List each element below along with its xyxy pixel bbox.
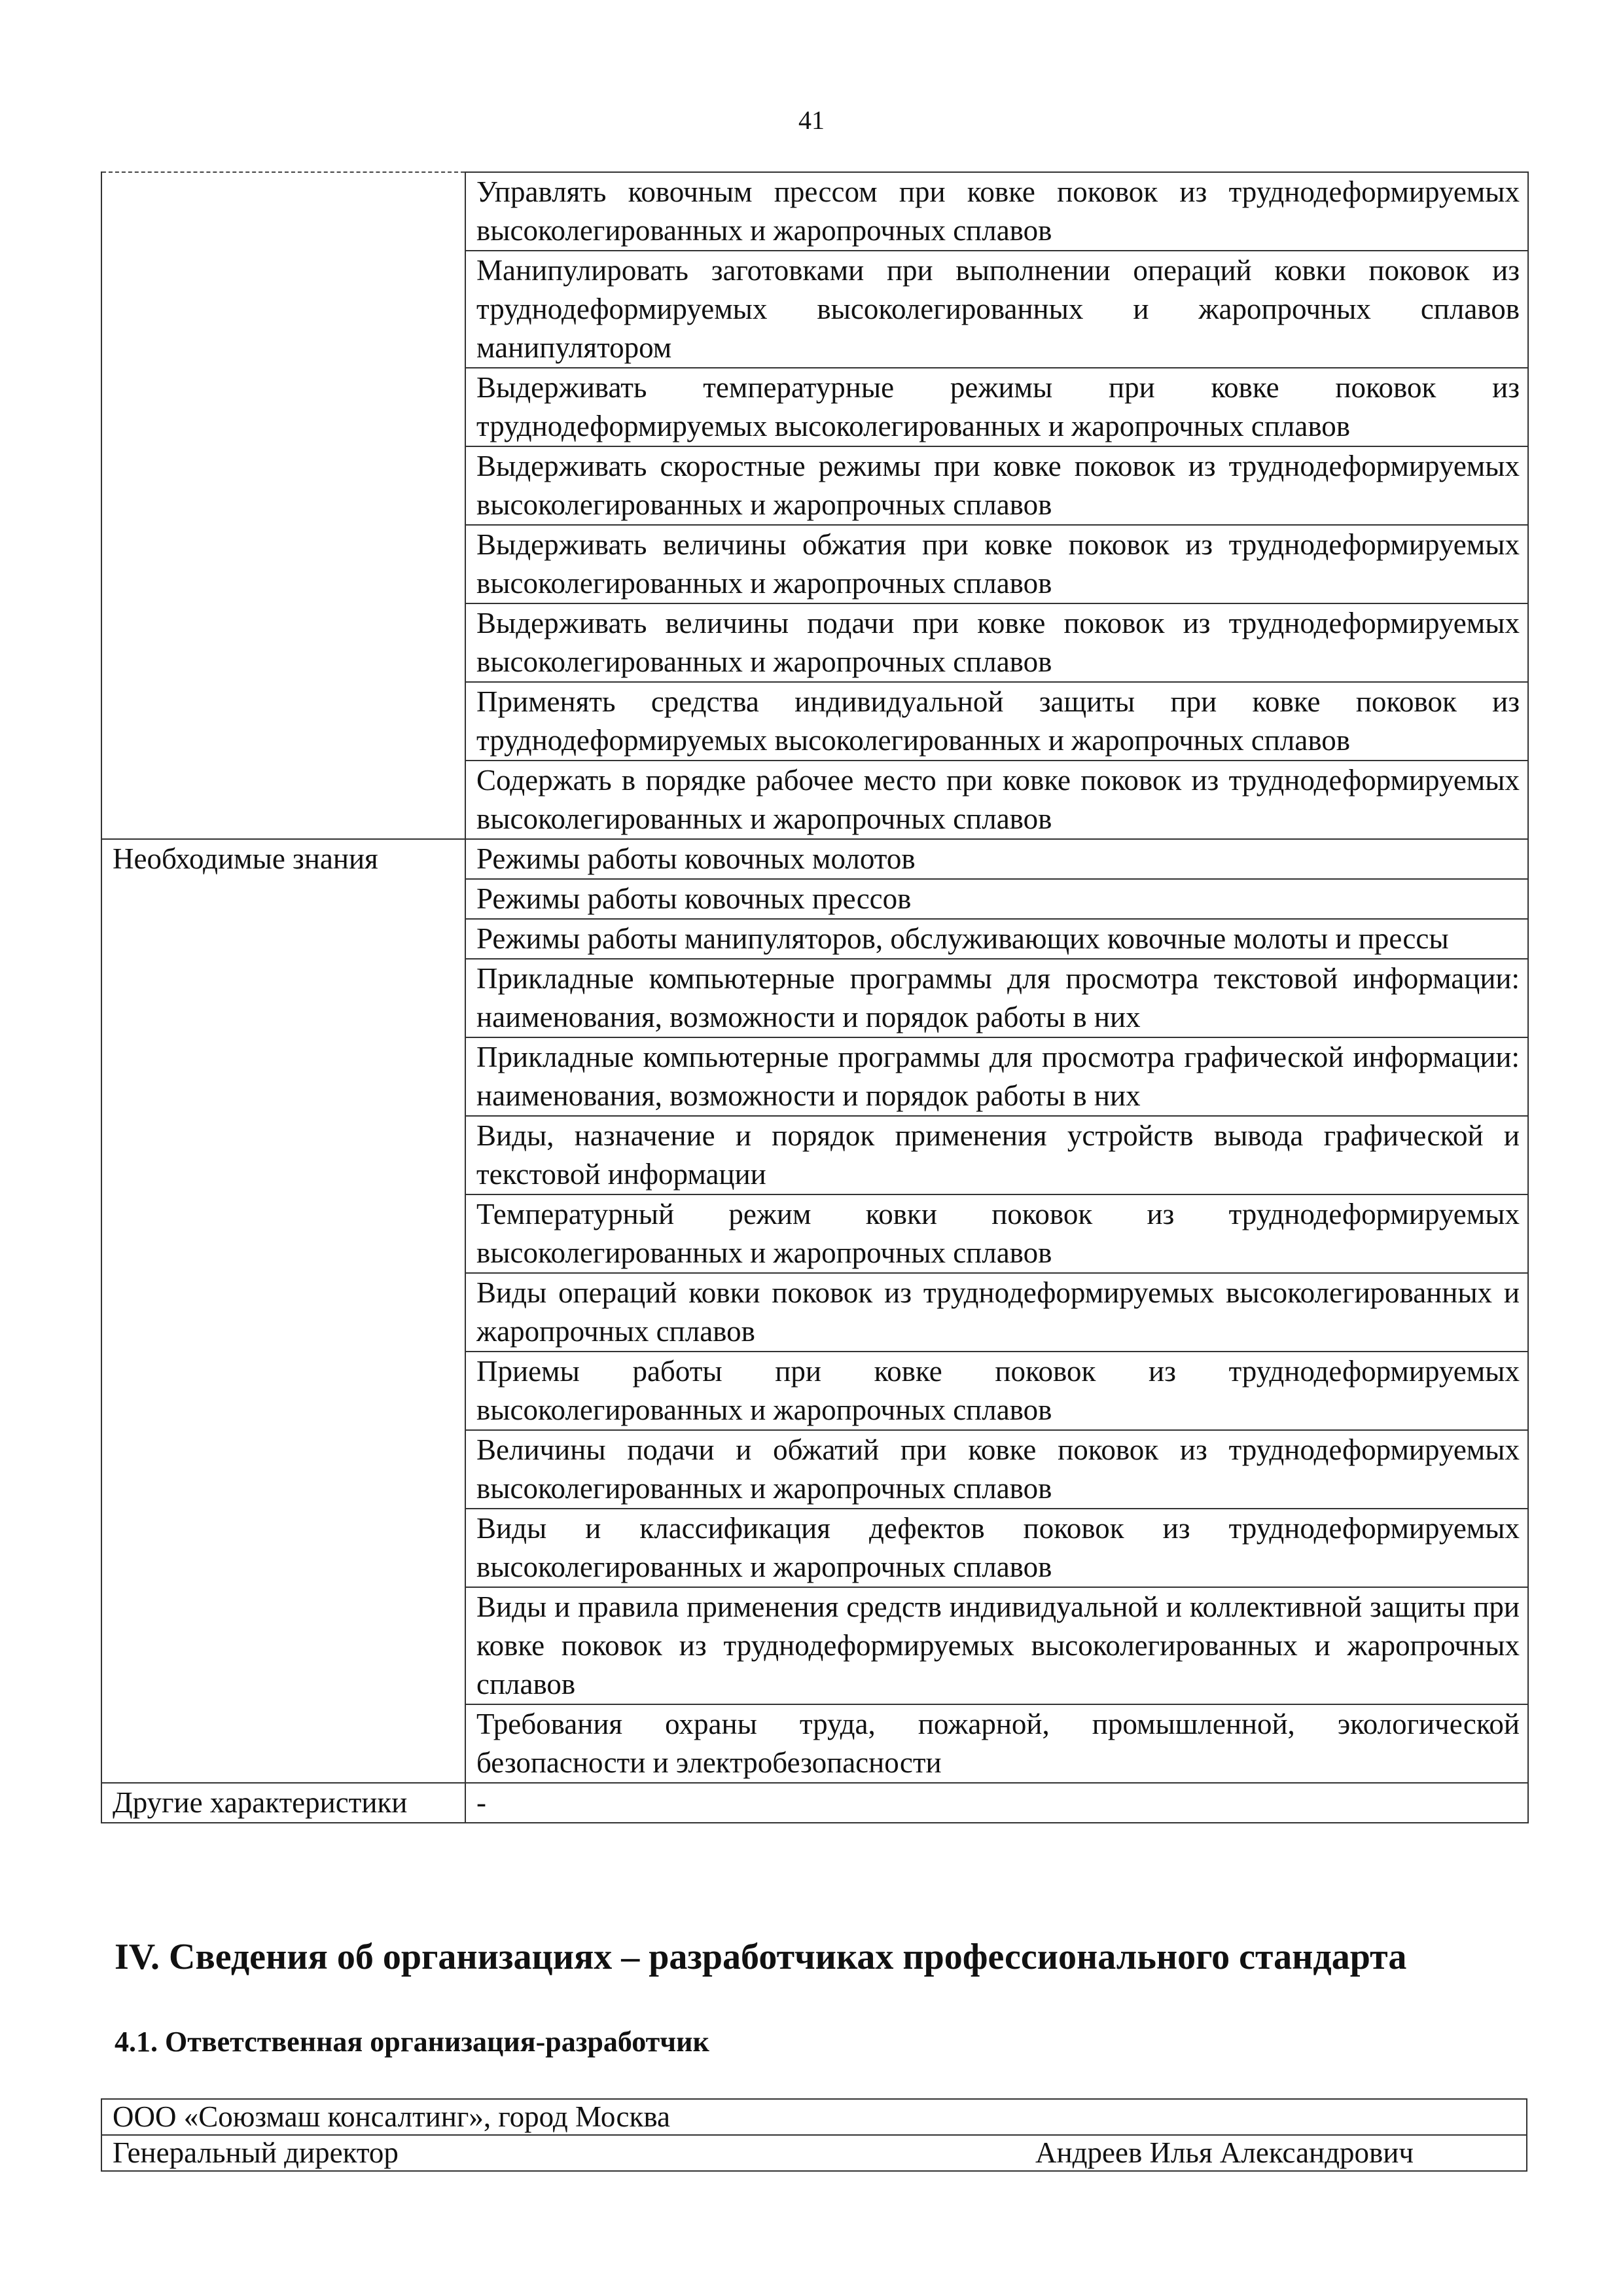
organization-row [101,2099,1527,2135]
signer-name: Андреев Илья Александрович [1035,2136,1414,2169]
requirement-item: Режимы работы ковочных молотов [465,839,1528,879]
signer-row [101,2135,1527,2171]
page-number: 41 [798,105,825,135]
requirements-table [101,171,1529,1823]
section-title: IV. Сведения об организациях – разработчиках профессионального стандарта [115,1937,1407,1977]
requirement-item: Выдерживать температурные режимы при ковке поковок из труднодеформируемых высоколегированных и жаропрочных сплавов [465,368,1528,446]
requirement-item: Виды и классификация дефектов поковок из труднодеформируемых высоколегированных и жаропрочных сплавов [465,1509,1528,1587]
requirement-item: - [465,1783,1528,1823]
requirement-item: Величины подачи и обжатий при ковке поковок из труднодеформируемых высоколегированных и жаропрочных сплавов [465,1430,1528,1509]
requirement-item: Виды операций ковки поковок из труднодеформируемых высоколегированных и жаропрочных сплавов [465,1273,1528,1352]
requirement-item: Выдерживать величины обжатия при ковке поковок из труднодеформируемых высоколегированных и жаропрочных сплавов [465,525,1528,603]
requirement-item: Выдерживать скоростные режимы при ковке поковок из труднодеформируемых высоколегированных и жаропрочных сплавов [465,446,1528,525]
requirement-item: Прикладные компьютерные программы для просмотра графической информации: наименования, возможности и порядок работы в них [465,1037,1528,1116]
table-row [101,839,1528,879]
table-row [101,1783,1528,1823]
requirement-item: Содержать в порядке рабочее место при ковке поковок из труднодеформируемых высоколегированных и жаропрочных сплавов [465,761,1528,839]
requirement-item: Прикладные компьютерные программы для просмотра текстовой информации: наименования, возможности и порядок работы в них [465,959,1528,1037]
requirement-item: Выдерживать величины подачи при ковке поковок из труднодеформируемых высоколегированных и жаропрочных сплавов [465,603,1528,682]
requirement-item: Виды и правила применения средств индивидуальной и коллективной защиты при ковке поковок из труднодеформируемых высоколегированных и жаропрочных сплавов [465,1587,1528,1704]
organization-table [101,2098,1527,2172]
requirement-item: Режимы работы ковочных прессов [465,879,1528,919]
organization-name: ООО «Союзмаш консалтинг», город Москва [101,2099,1527,2135]
requirement-item: Приемы работы при ковке поковок из труднодеформируемых высоколегированных и жаропрочных сплавов [465,1352,1528,1430]
requirement-item: Режимы работы манипуляторов, обслуживающих ковочные молоты и прессы [465,919,1528,959]
requirements-table-body [101,172,1528,1823]
requirement-item: Применять средства индивидуальной защиты при ковке поковок из труднодеформируемых высоколегированных и жаропрочных сплавов [465,682,1528,761]
signer-position: Генеральный директор [113,2136,399,2169]
requirement-item: Температурный режим ковки поковок из труднодеформируемых высоколегированных и жаропрочных сплавов [465,1194,1528,1273]
row-label: Другие характеристики [101,1783,465,1823]
subsection-title: 4.1. Ответственная организация-разработчик [115,2026,709,2058]
row-label [101,172,465,839]
signer [113,2136,1516,2170]
requirement-item: Манипулировать заготовками при выполнении операций ковки поковок из труднодеформируемых высоколегированных и жаропрочных сплавов манипулятором [465,251,1528,368]
requirement-item: Управлять ковочным прессом при ковке поковок из труднодеформируемых высоколегированных и жаропрочных сплавов [465,172,1528,251]
row-label: Необходимые знания [101,839,465,1783]
requirement-item: Виды, назначение и порядок применения устройств вывода графической и текстовой информации [465,1116,1528,1194]
requirement-item: Требования охраны труда, пожарной, промышленной, экологической безопасности и электробезопасности [465,1704,1528,1783]
table-row [101,172,1528,251]
